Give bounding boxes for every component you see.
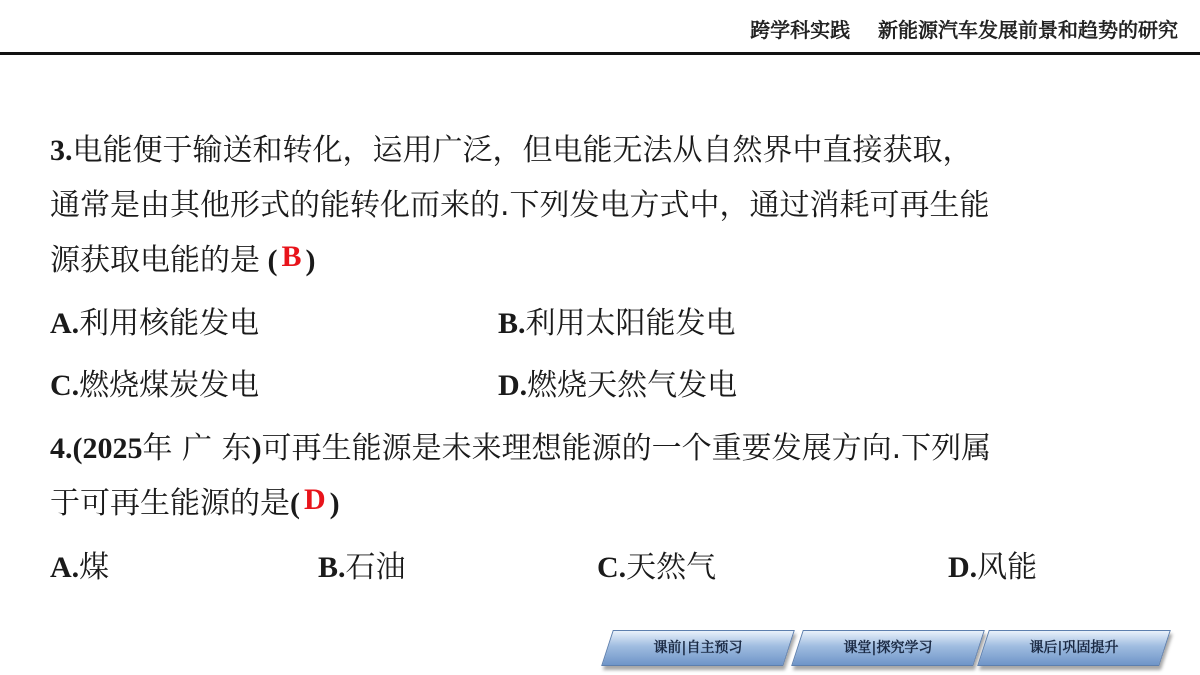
nav-in-class-label: 课堂|探究学习 [843, 640, 933, 656]
q3-option-d-text: 燃烧天然气发电 [527, 368, 738, 403]
q3-stem-line-2: 通常是由其他形式的能转化而来的.下列发电方式中，通过消耗可再生能 [50, 188, 990, 223]
q3-paren-open: ( [260, 244, 278, 277]
q4-option-c-letter: C. [597, 551, 627, 584]
q4-option-b-letter: B. [318, 551, 346, 584]
q4-line-1 [50, 429, 991, 469]
q3-line-3 [50, 241, 316, 281]
q4-option-b-text: 石油 [345, 550, 406, 585]
q3-option-c [50, 366, 259, 406]
nav-after-class-label: 课后|巩固提升 [1029, 640, 1119, 656]
q3-option-b [498, 304, 736, 344]
q4-paren-open: ( [290, 487, 300, 520]
q4-option-b [318, 548, 406, 588]
q4-option-d [948, 548, 1037, 588]
q4-number: 4.(2025 [50, 432, 143, 465]
q3-option-a-text: 利用核能发电 [79, 306, 260, 341]
q4-option-a-text: 煤 [79, 550, 110, 585]
nav-in-class-button[interactable] [791, 630, 985, 666]
q3-line-1 [50, 131, 973, 171]
nav-after-class-button[interactable] [977, 630, 1171, 666]
q3-option-d-letter: D. [498, 369, 528, 402]
q3-option-a-letter: A. [50, 307, 80, 340]
nav-pre-class-label: 课前|自主预习 [653, 640, 743, 656]
q4-source: 年 广 东 [142, 431, 252, 466]
q4-line-2 [50, 484, 340, 524]
q3-option-a [50, 304, 259, 344]
q3-line-2 [50, 186, 990, 226]
q4-stem-line-2: 于可再生能源的是 [50, 486, 290, 521]
q4-option-d-letter: D. [948, 551, 978, 584]
header-title: 跨学科实践 新能源汽车发展前景和趋势的研究 [750, 18, 1178, 42]
q3-option-b-letter: B. [498, 307, 526, 340]
q3-stem-line-1: 电能便于输送和转化，运用广泛，但电能无法从自然界中直接获取， [72, 133, 973, 168]
q4-option-c-text: 天然气 [626, 550, 717, 585]
header-divider [0, 52, 1200, 55]
q4-option-d-text: 风能 [977, 550, 1038, 585]
q3-answer: B [281, 240, 302, 273]
q4-answer: D [304, 483, 326, 516]
q4-option-c [597, 548, 716, 588]
q3-number: 3. [50, 134, 73, 167]
q3-stem-line-3: 源获取电能的是 [50, 243, 260, 278]
q4-option-a [50, 548, 109, 588]
q3-paren-close: ) [305, 244, 316, 277]
q3-option-b-text: 利用太阳能发电 [525, 306, 736, 341]
q3-option-d [498, 366, 737, 406]
q4-option-a-letter: A. [50, 551, 80, 584]
q4-source-close: ) [251, 432, 262, 465]
q3-option-c-letter: C. [50, 369, 80, 402]
q4-stem-line-1: 可再生能源是未来理想能源的一个重要发展方向.下列属 [261, 431, 992, 466]
q4-paren-close: ) [329, 487, 340, 520]
q3-option-c-text: 燃烧煤炭发电 [79, 368, 260, 403]
nav-pre-class-button[interactable] [601, 630, 795, 666]
